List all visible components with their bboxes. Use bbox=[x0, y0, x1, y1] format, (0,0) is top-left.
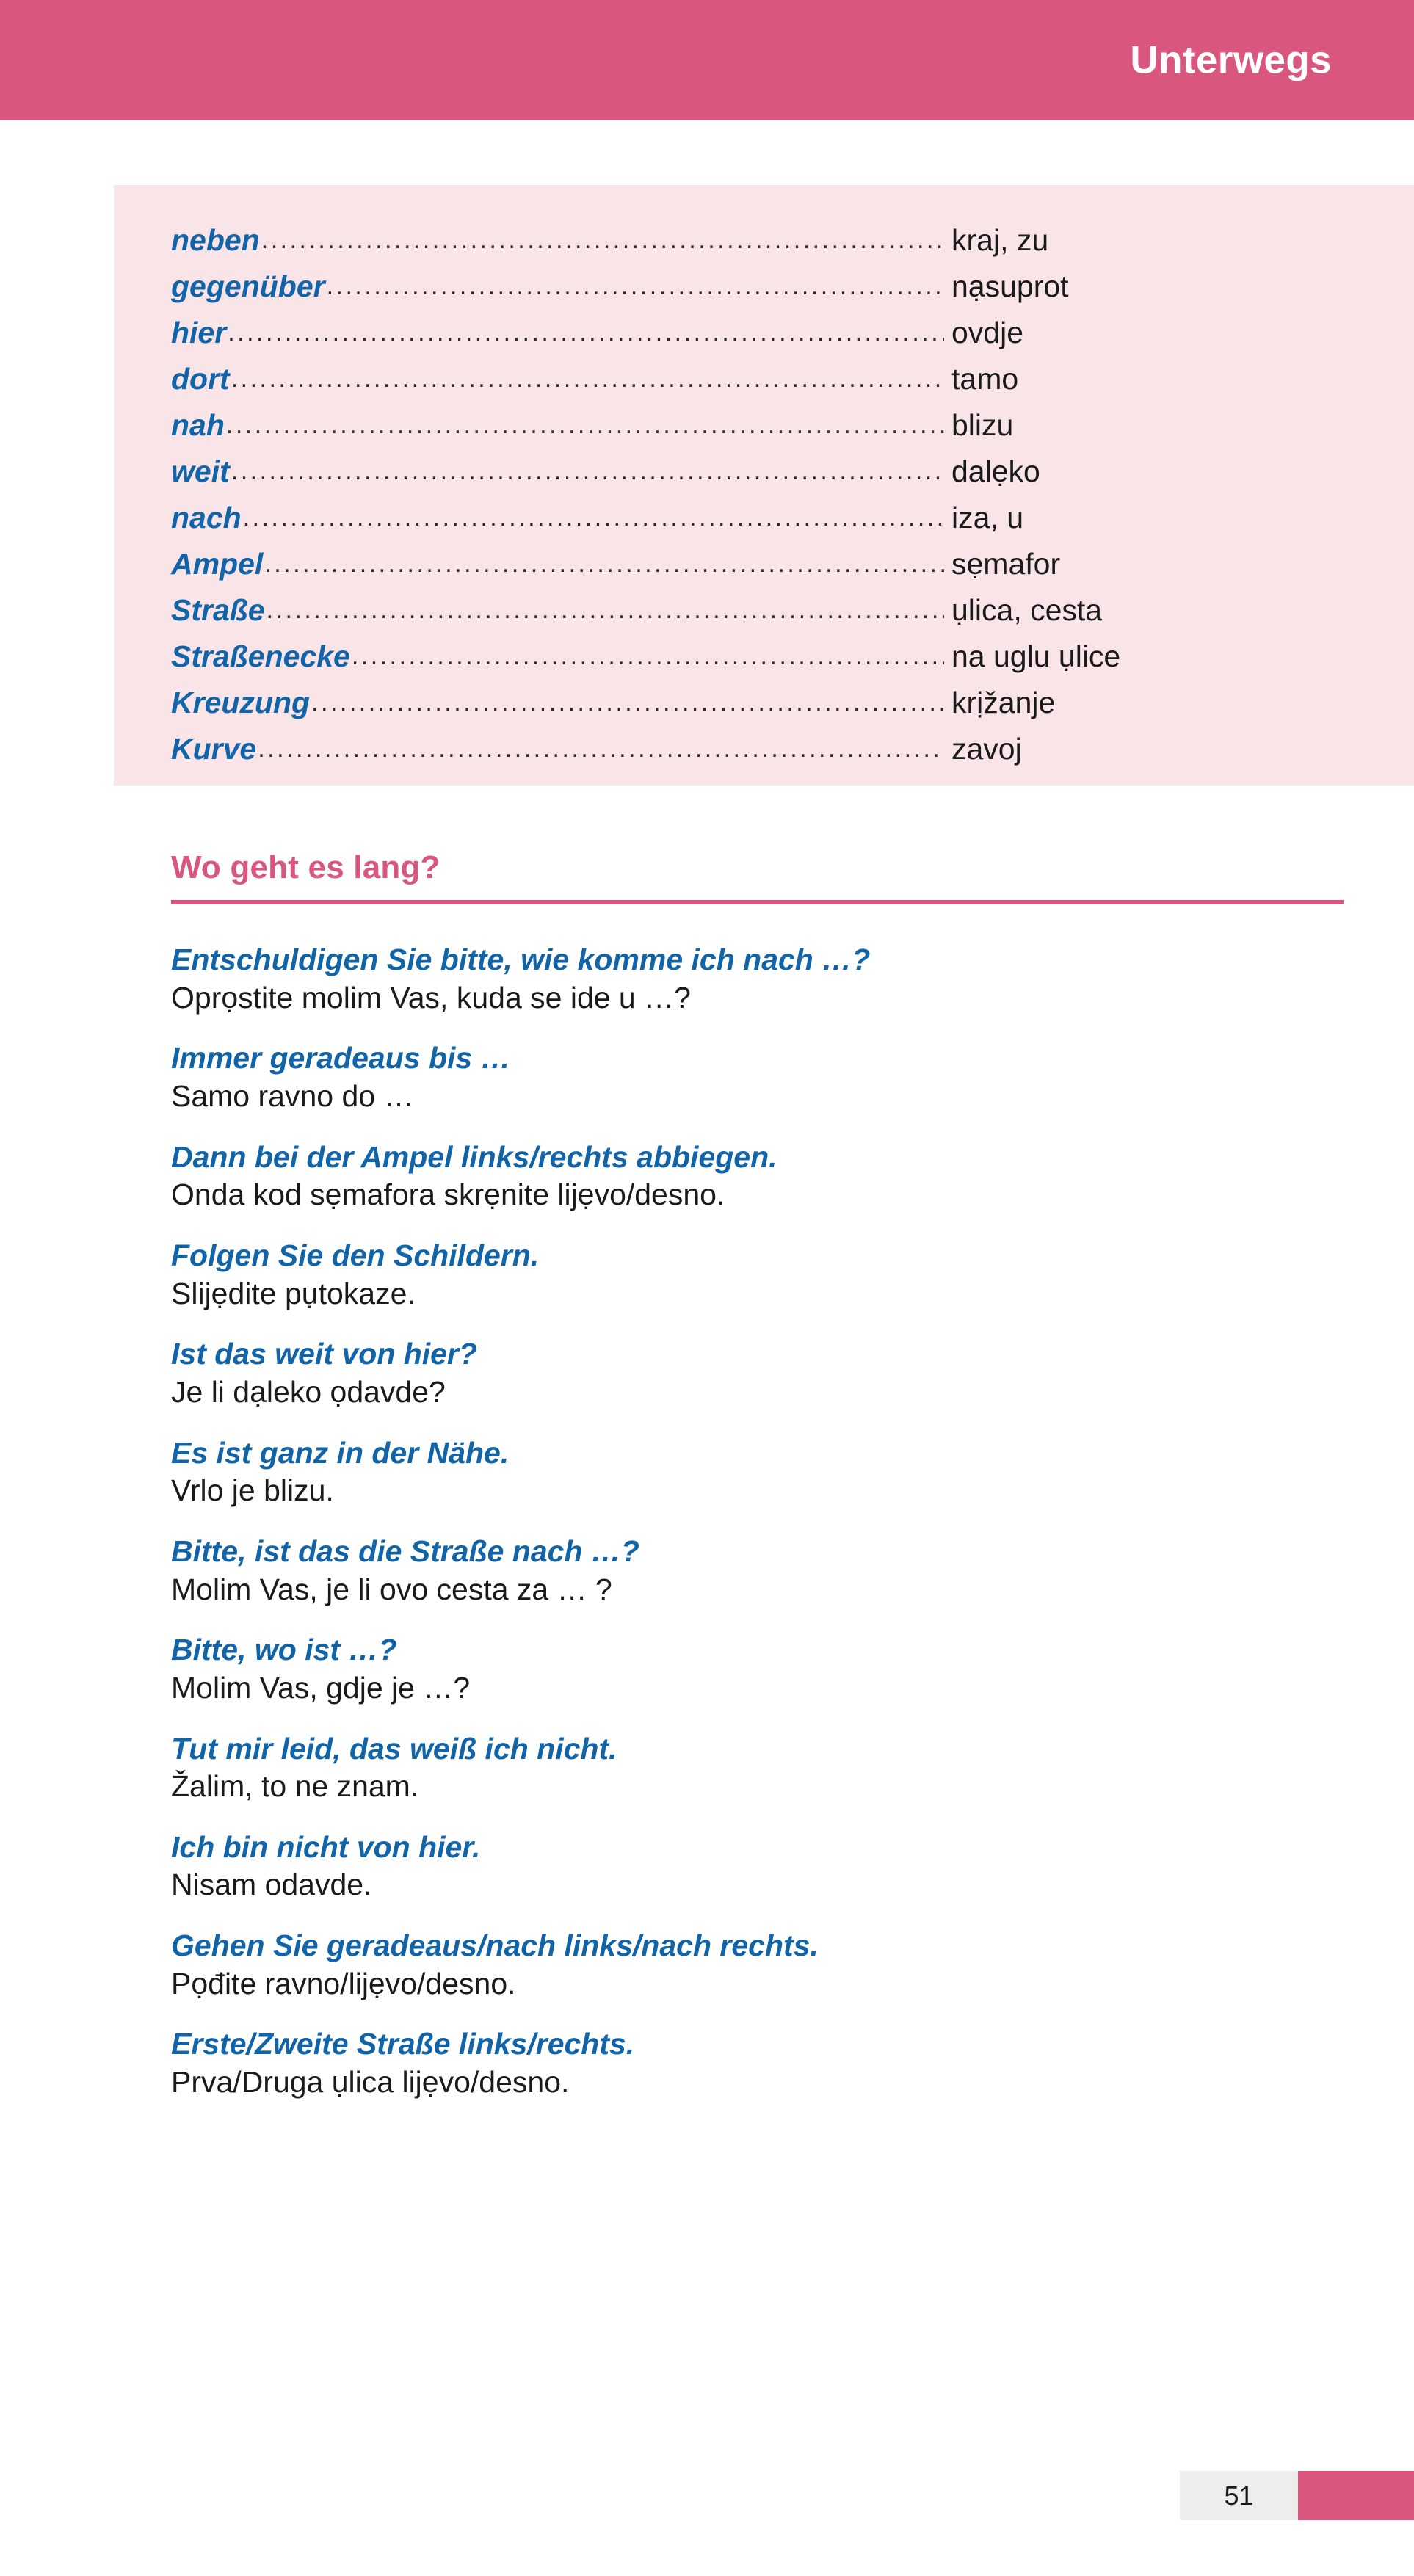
vocabulary-leader-dots bbox=[231, 356, 944, 402]
vocabulary-leader-dots bbox=[327, 264, 944, 310]
phrase-pair bbox=[171, 941, 1370, 1017]
vocabulary-term: Kurve bbox=[171, 732, 257, 766]
vocabulary-row bbox=[171, 449, 1414, 495]
phrase-pair bbox=[171, 1139, 1370, 1214]
phrase-german: Ist das weit von hier? bbox=[171, 1337, 477, 1371]
vocabulary-translation: ovdje bbox=[951, 316, 1024, 349]
phrase-translation: Žalim, to ne znam. bbox=[171, 1769, 419, 1804]
phrase-german: Folgen Sie den Schildern. bbox=[171, 1238, 540, 1272]
phrase-translation: Oprọstite molim Vas, kuda se ide u …? bbox=[171, 980, 691, 1015]
phrase-translation: Molim Vas, gdje je …? bbox=[171, 1670, 471, 1705]
vocabulary-translation: iza, u bbox=[951, 501, 1023, 534]
phrase-pair bbox=[171, 1829, 1370, 1904]
vocabulary-translation: nạsuprot bbox=[951, 269, 1069, 303]
vocabulary-translation: sẹmafor bbox=[951, 547, 1061, 581]
phrase-pair bbox=[171, 1730, 1370, 1806]
phrase-pair bbox=[171, 1237, 1370, 1313]
phrase-translation: Prva/Druga ụlica lijẹvo/desno. bbox=[171, 2065, 570, 2100]
vocabulary-term: weit bbox=[171, 454, 230, 488]
vocabulary-translation: zavoj bbox=[951, 732, 1022, 766]
page-header-bar bbox=[0, 0, 1414, 120]
phrase-german: Es ist ganz in der Nähe. bbox=[171, 1435, 510, 1470]
phrase-pair bbox=[171, 1040, 1370, 1115]
vocabulary-translation: na uglu ụlice bbox=[951, 639, 1121, 673]
phrase-translation: Je li dạleko ọdavde? bbox=[171, 1374, 446, 1409]
vocabulary-term: nah bbox=[171, 408, 225, 442]
vocabulary-term: Straßenecke bbox=[171, 639, 350, 673]
phrase-translation: Slijẹdite pụtokaze. bbox=[171, 1276, 416, 1310]
phrase-german: Ich bin nicht von hier. bbox=[171, 1829, 481, 1864]
section-block bbox=[171, 849, 1344, 904]
vocabulary-term: Straße bbox=[171, 593, 265, 627]
vocabulary-row bbox=[171, 217, 1414, 264]
phrase-list bbox=[171, 941, 1370, 2125]
vocabulary-row bbox=[171, 726, 1414, 772]
phrase-pair bbox=[171, 2025, 1370, 2101]
vocabulary-leader-dots bbox=[231, 449, 944, 495]
phrase-german: Gehen Sie geradeaus/nach links/nach rechts. bbox=[171, 1929, 819, 1963]
vocabulary-leader-dots bbox=[267, 587, 944, 634]
vocabulary-term: Kreuzung bbox=[171, 686, 311, 719]
vocabulary-term: gegenüber bbox=[171, 269, 325, 303]
vocabulary-panel bbox=[114, 185, 1414, 786]
vocabulary-row bbox=[171, 587, 1414, 634]
vocabulary-translation: blizu bbox=[951, 408, 1014, 442]
vocabulary-leader-dots bbox=[311, 680, 944, 726]
phrase-german: Erste/Zweite Straße links/rechts. bbox=[171, 2027, 635, 2061]
vocabulary-leader-dots bbox=[228, 310, 944, 356]
vocabulary-translation: dalẹko bbox=[951, 454, 1040, 488]
phrase-translation: Onda kod sẹmafora skrẹnite lijẹvo/desno. bbox=[171, 1178, 725, 1212]
section-heading: Wo geht es lang? bbox=[171, 849, 440, 885]
phrase-pair bbox=[171, 1927, 1370, 2003]
phrase-german: Dann bei der Ampel links/rechts abbiegen. bbox=[171, 1139, 777, 1174]
vocabulary-term: neben bbox=[171, 223, 260, 257]
vocabulary-translation: tamo bbox=[951, 362, 1019, 396]
phrase-translation: Vrlo je blizu. bbox=[171, 1473, 334, 1508]
phrase-german: Entschuldigen Sie bitte, wie komme ich nach …? bbox=[171, 943, 871, 976]
phrase-german: Bitte, wo ist …? bbox=[171, 1633, 397, 1667]
phrase-pair bbox=[171, 1335, 1370, 1411]
vocabulary-leader-dots bbox=[226, 402, 944, 449]
phrase-translation: Pọđite ravno/lijẹvo/desno. bbox=[171, 1966, 516, 2000]
vocabulary-row bbox=[171, 264, 1414, 310]
vocabulary-leader-dots bbox=[243, 495, 944, 541]
vocabulary-row bbox=[171, 495, 1414, 541]
vocabulary-leader-dots bbox=[264, 541, 944, 587]
page-header-title: Unterwegs bbox=[1130, 38, 1332, 82]
vocabulary-translation: kraj, zu bbox=[951, 223, 1049, 257]
phrase-german: Tut mir leid, das weiß ich nicht. bbox=[171, 1731, 617, 1766]
phrase-german: Bitte, ist das die Straße nach …? bbox=[171, 1534, 639, 1568]
section-divider-rule bbox=[171, 900, 1344, 904]
vocabulary-translation: krịžanje bbox=[951, 686, 1056, 719]
phrase-translation: Molim Vas, je li ovo cesta za … ? bbox=[171, 1572, 612, 1606]
phrase-german: Immer geradeaus bis … bbox=[171, 1041, 511, 1075]
vocabulary-term: nach bbox=[171, 501, 242, 534]
phrase-pair bbox=[171, 1434, 1370, 1510]
page-footer bbox=[0, 2471, 1414, 2520]
vocabulary-term: Ampel bbox=[171, 547, 264, 581]
vocabulary-row bbox=[171, 310, 1414, 356]
vocabulary-row bbox=[171, 680, 1414, 726]
footer-color-tab bbox=[1298, 2471, 1414, 2520]
vocabulary-leader-dots bbox=[261, 217, 944, 264]
vocabulary-row bbox=[171, 634, 1414, 680]
vocabulary-translation: ụlica, cesta bbox=[951, 593, 1103, 627]
phrase-pair bbox=[171, 1631, 1370, 1707]
phrase-pair bbox=[171, 1533, 1370, 1608]
vocabulary-leader-dots bbox=[352, 634, 944, 680]
page-number: 51 bbox=[1180, 2471, 1298, 2520]
vocabulary-row bbox=[171, 541, 1414, 587]
vocabulary-leader-dots bbox=[258, 726, 944, 772]
vocabulary-row bbox=[171, 402, 1414, 449]
vocabulary-term: hier bbox=[171, 316, 227, 349]
vocabulary-row bbox=[171, 356, 1414, 402]
phrase-translation: Samo ravno do … bbox=[171, 1078, 414, 1113]
vocabulary-term: dort bbox=[171, 362, 230, 396]
phrase-translation: Nisam odavde. bbox=[171, 1868, 372, 1902]
